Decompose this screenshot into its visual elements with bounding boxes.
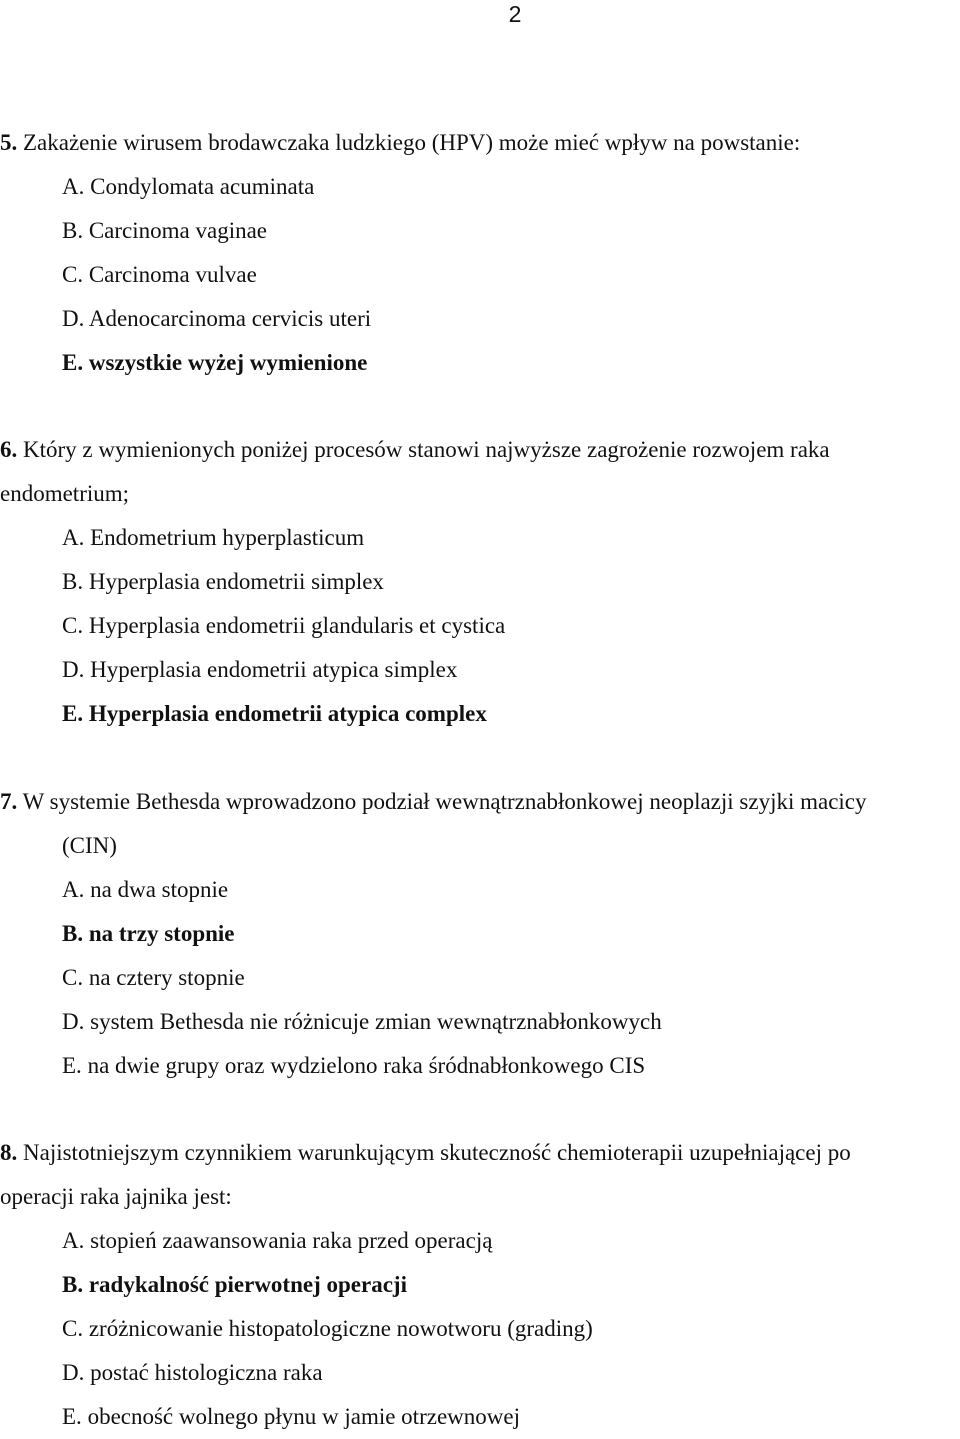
question-stem xyxy=(0,428,960,516)
question-stem xyxy=(0,121,960,165)
answer-option-c: C. Carcinoma vulvae xyxy=(62,262,257,287)
question-8 xyxy=(0,1131,960,1439)
answer-option-d: D. system Bethesda nie różnicuje zmian wewnątrznabłonkowych xyxy=(62,1009,662,1034)
answer-option-c: C. na cztery stopnie xyxy=(62,965,245,990)
answer-option-a: A. stopień zaawansowania raka przed operacją xyxy=(62,1228,493,1253)
answer-list xyxy=(0,1219,960,1439)
answer-option-b: B. radykalność pierwotnej operacji xyxy=(62,1272,407,1297)
answer-option-e: E. obecność wolnego płynu w jamie otrzewnowej xyxy=(62,1404,520,1429)
answer-option-d: D. Hyperplasia endometrii atypica simplex xyxy=(62,657,458,682)
question-number: 7. xyxy=(0,789,18,814)
answer-list xyxy=(0,516,960,736)
question-number: 8. xyxy=(0,1140,18,1165)
answer-option-e: E. Hyperplasia endometrii atypica complex xyxy=(62,701,487,726)
answer-option-b: B. Hyperplasia endometrii simplex xyxy=(62,569,384,594)
answer-option-c: C. zróżnicowanie histopatologiczne nowotworu (grading) xyxy=(62,1316,593,1341)
answer-option-b: B. na trzy stopnie xyxy=(62,921,235,946)
answer-option-e: E. na dwie grupy oraz wydzielono raka śródnabłonkowego CIS xyxy=(62,1053,646,1078)
answer-option-a: A. na dwa stopnie xyxy=(62,877,229,902)
answer-option-c: C. Hyperplasia endometrii glandularis et cystica xyxy=(62,613,506,638)
question-7 xyxy=(0,780,960,1088)
answer-option-a: A. Condylomata acuminata xyxy=(62,174,315,199)
answer-option-e: E. wszystkie wyżej wymienione xyxy=(62,350,368,375)
question-text: Najistotniejszym czynnikiem warunkującym skuteczność chemioterapii uzupełniającej po xyxy=(23,1140,851,1165)
question-text-continued: endometrium; xyxy=(0,481,130,506)
answer-option-d: D. postać histologiczna raka xyxy=(62,1360,323,1385)
question-text: Który z wymienionych poniżej procesów stanowi najwyższe zagrożenie rozwojem raka xyxy=(23,437,830,462)
question-6 xyxy=(0,428,960,736)
question-text-continued: (CIN) xyxy=(62,833,117,858)
question-number: 5. xyxy=(0,130,18,155)
question-stem xyxy=(0,780,960,868)
question-5 xyxy=(0,121,960,385)
answer-option-b: B. Carcinoma vaginae xyxy=(62,218,268,243)
question-text-continued: operacji raka jajnika jest: xyxy=(0,1184,232,1209)
page-number: 2 xyxy=(508,1,522,27)
question-text: Zakażenie wirusem brodawczaka ludzkiego (HPV) może mieć wpływ na powstanie: xyxy=(23,130,801,155)
answer-option-d: D. Adenocarcinoma cervicis uteri xyxy=(62,306,372,331)
answer-list xyxy=(0,868,960,1088)
question-number: 6. xyxy=(0,437,18,462)
answer-list xyxy=(0,165,960,385)
question-stem xyxy=(0,1131,960,1219)
answer-option-a: A. Endometrium hyperplasticum xyxy=(62,525,365,550)
question-text: W systemie Bethesda wprowadzono podział wewnątrznabłonkowej neoplazji szyjki macicy xyxy=(22,789,867,814)
